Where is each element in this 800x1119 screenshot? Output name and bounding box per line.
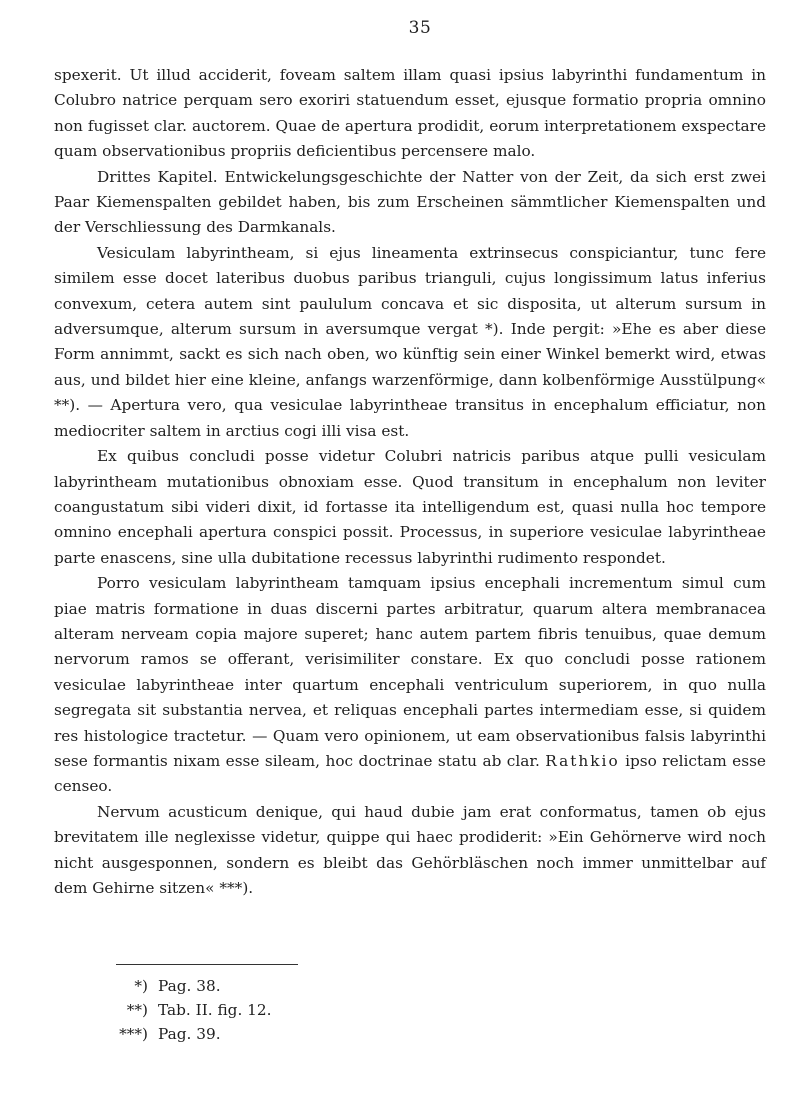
paragraph xyxy=(54,241,766,444)
footnote xyxy=(118,998,418,1022)
author-name: Rathkio xyxy=(545,751,620,770)
paragraph-text: Vesiculam labyrintheam, si ejus lineamenta extrinsecus conspiciantur, tunc fere similem esse docet lateribus duobus paribus trianguli, cujus longissimum latus inferius convexum, cetera autem sint paululum concava et sic disposita, ut alterum sursum in adversumque, alterum sursum in aversumque vergat *). Inde pergit: »Ehe es aber diese Form annimmt, sackt es sich nach oben, wo künftig sein einer Winkel bemerkt wird, etwas aus, und bildet hier eine kleine, anfangs warzenförmige, dann kolbenförmige Ausstülpung« **). — Apertura vero, qua vesiculae labyrintheae transitus in encephalum efficiatur, non mediocriter saltem in arctius cogi illi visa est. xyxy=(54,243,766,440)
footnote xyxy=(118,974,418,998)
footnote-divider xyxy=(116,964,298,965)
paragraph-text: Ex quibus concludi posse videtur Colubri natricis paribus atque pulli vesiculam labyrintheam mutationibus obnoxiam esse. Quod transitum in encephalum non leviter coangustatum sibi videri dixit, id fortasse ita intelligendum est, quasi nulla hoc tempore omnino encephali apertura conspici possit. Processus, in superiore vesiculae labyrintheae parte enascens, sine ulla dubitatione recessus labyrinthi rudimento respondet. xyxy=(54,447,766,567)
paragraph xyxy=(54,165,766,241)
footnote-mark: *) xyxy=(134,977,148,995)
paragraph xyxy=(54,571,766,800)
paragraph-text: spexerit. Ut illud acciderit, foveam saltem illam quasi ipsius labyrinthi fundamentum in Colubro natrice perquam sero exoriri statuendum esset, ejusque formatio propria omnino non fugisset clar. auctorem. Quae de apertura prodidit, eorum interpretationem exspectare quam observationibus propriis deficientibus percensere malo. xyxy=(54,66,766,161)
paragraph-text: ipso relictam esse censeo. xyxy=(54,751,766,796)
paragraph-text: Porro vesiculam labyrintheam tamquam ipsius encephali incrementum simul cum piae matris formatione in duas discerni partes arbitratur, quarum altera membranacea alteram nerveam copia majore superet; hanc autem partem fibris tenuibus, quae demum nervorum ramos se offerant, verisimiliter constare. Ex quo concludi posse rationem vesiculae labyrintheae inter quartum encephali ventriculum superiorem, in quo nulla segregata sit substantia nervea, et reliquas encephali partes intermediam esse, si quidem res histologice tractetur. — Quam vero opinionem, ut eam observationibus falsis labyrinthi sese formantis nixam esse sileam, hoc doctrinae statu ab clar. xyxy=(54,574,766,770)
footnotes xyxy=(118,974,418,1046)
paragraph xyxy=(54,63,766,165)
footnote-mark: **) xyxy=(126,1001,148,1019)
footnote xyxy=(118,1022,418,1046)
footnote-text: Tab. II. fig. 12. xyxy=(158,1001,272,1019)
paragraph-text: Nervum acusticum denique, qui haud dubie jam erat conformatus, tamen ob ejus brevitatem ille neglexisse videtur, quippe qui haec prodiderit: »Ein Gehörnerve wird noch nicht ausgesponnen, sondern es bleibt das Gehörbläschen noch immer unmittelbar auf dem Gehirne sitzen« ***). xyxy=(54,802,766,897)
page-number: 35 xyxy=(408,18,432,38)
paragraph xyxy=(54,800,766,902)
footnote-mark: ***) xyxy=(119,1025,148,1043)
paragraph xyxy=(54,444,766,571)
footnote-text: Pag. 38. xyxy=(158,977,221,995)
paragraph-text: Drittes Kapitel. Entwickelungsgeschichte der Natter von der Zeit, da sich erst zwei Paar Kiemenspalten gebildet haben, bis zum Erscheinen sämmtlicher Kiemenspalten und der Verschliessung des Darmkanals. xyxy=(54,167,766,237)
footnote-text: Pag. 39. xyxy=(158,1025,221,1043)
body-text xyxy=(54,63,766,901)
